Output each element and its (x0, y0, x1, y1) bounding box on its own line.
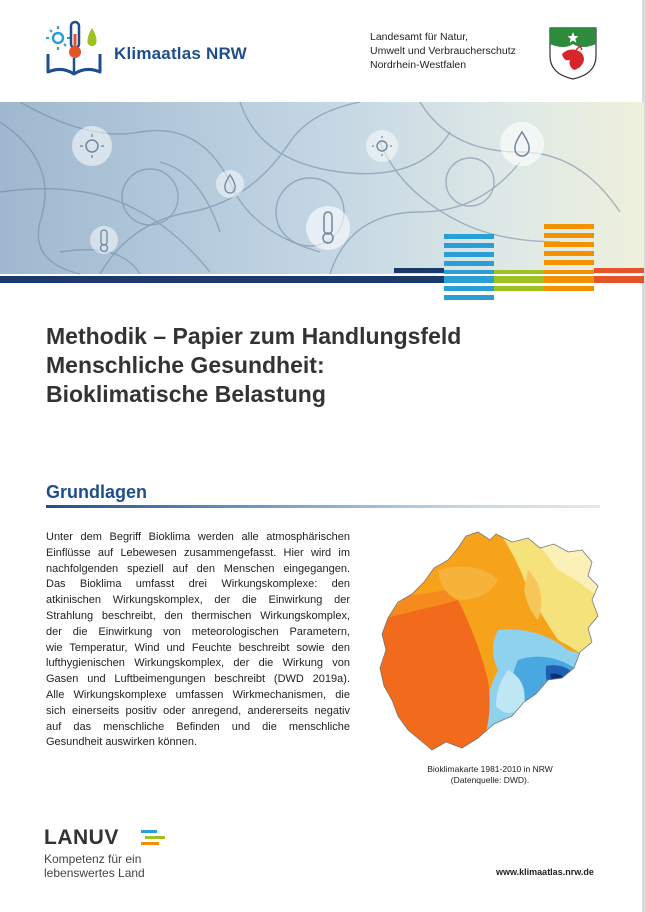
body-line: Alle Wirkungskomplexe umfassen Wirkmechanismen, die (46, 688, 350, 701)
red-stripe (594, 268, 644, 273)
navy-stripe (394, 268, 444, 273)
droplet-bubble-icon (216, 170, 244, 198)
header-banner (0, 102, 644, 302)
agency-line: Nordrhein-Westfalen (370, 59, 467, 71)
blue-stripe (444, 276, 494, 283)
body-line: Gesundheit auswirken können. (46, 736, 198, 749)
tagline-line: Kompetenz für ein (44, 852, 142, 866)
orange-stripe (544, 276, 594, 283)
lanuv-wordmark: LANUV (44, 826, 119, 849)
droplet-bubble-icon (500, 122, 544, 166)
thermometer-bubble-icon (90, 226, 118, 254)
title-line: Bioklimatische Belastung (46, 381, 326, 407)
nrw-crest-icon (548, 26, 598, 80)
lanuv-stripes-icon (141, 829, 167, 849)
body-line: Unter dem Begriff Bioklima werden alle atmosphärischen (46, 531, 350, 543)
body-line: Strahlung beschreibt, den thermischen Wirkungskomplex, (46, 609, 350, 622)
klimaatlas-emblem-icon (44, 18, 108, 82)
title-line: Menschliche Gesundheit: (46, 352, 325, 378)
bioklima-map (378, 530, 602, 756)
title-line: Methodik – Papier zum Handlungsfeld (46, 323, 462, 349)
body-line: sich einerseits positiv oder anregend, andererseits negativ (46, 704, 350, 717)
body-line: lufthygienischen Wirkungskomplex, der die Wirkung von (46, 657, 350, 670)
body-line: Gasen und Luftbeimengungen beschreibt (DWD 2019a). (46, 673, 350, 686)
body-line: nachfolgenden speziell auf den Menschen eingegangen. (46, 562, 350, 575)
agency-line: Landesamt für Natur, (370, 31, 469, 43)
body-line: atkinischen Wirkungskomplex, der die Einwirkung der (46, 594, 350, 607)
body-line: Das Bioklima umfasst drei Wirkungskomplexe: den (46, 578, 350, 591)
body-line: auf das menschliche Befinden und die menschliche (46, 720, 350, 733)
website-link[interactable]: www.klimaatlas.nrw.de (496, 867, 594, 877)
body-line: Einflüsse auf Lebewesen zusammengefasst. Hier wird im (46, 546, 350, 559)
navy-stripe (394, 276, 444, 283)
caption-line: Bioklimakarte 1981-2010 in NRW (427, 764, 553, 774)
agency-line: Umwelt und Verbraucherschutz (370, 45, 516, 57)
page-title (46, 322, 606, 409)
sun-bubble-icon (72, 126, 112, 166)
logo-text: Klimaatlas NRW (114, 44, 247, 63)
red-stripe (594, 276, 644, 283)
body-paragraph (46, 530, 350, 751)
thermometer-bubble-icon (306, 206, 350, 250)
lanuv-tagline (44, 852, 145, 880)
body-line: der die Einwirkung von meteorologischen Parametern, (46, 625, 350, 638)
green-stripe (494, 276, 544, 283)
klimaatlas-logo (44, 18, 284, 82)
caption-line: (Datenquelle: DWD). (450, 775, 530, 785)
body-line: wie Temperatur, Wind und Feuchte beschreibt sowie den (46, 641, 350, 654)
navy-bar (0, 276, 394, 283)
figure-caption (378, 764, 602, 786)
section-divider (46, 505, 600, 508)
section-heading: Grundlagen (46, 482, 148, 502)
tagline-line: lebenswertes Land (44, 866, 145, 880)
agency-name (370, 30, 516, 72)
sun-bubble-icon (366, 130, 398, 162)
